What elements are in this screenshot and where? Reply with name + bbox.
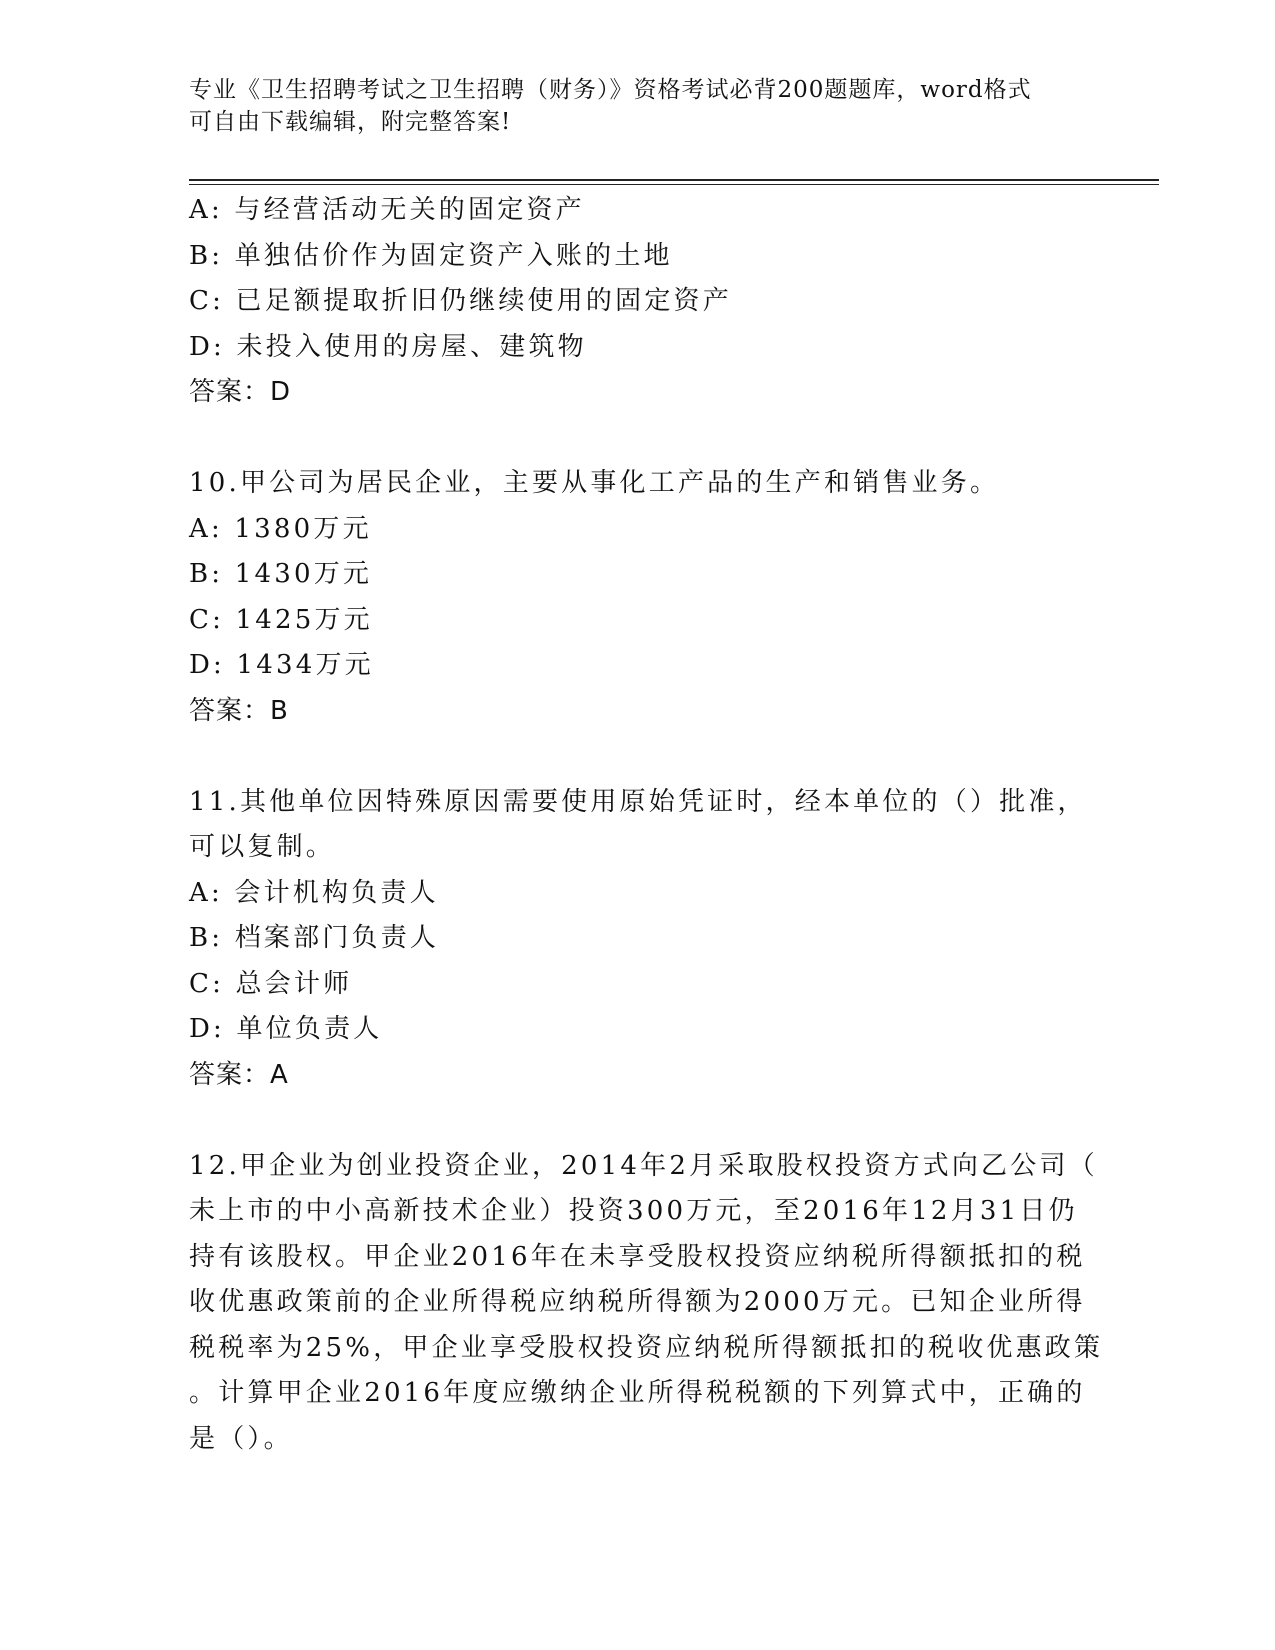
header-line-2: 可自由下载编辑，附完整答案! [189,109,512,135]
question-stem-line: 11.其他单位因特殊原因需要使用原始凭证时，经本单位的（）批准， [189,786,1087,817]
option-d: D: 单位负责人 [189,1014,383,1044]
question-10 [189,461,1089,734]
question-9 [189,188,1089,416]
question-stem-line: 未上市的中小高新技术企业）投资300万元，至2016年12月31日仍 [189,1196,1078,1226]
option-d: D: 1434万元 [189,650,374,680]
option-a: A: 会计机构负责人 [189,877,439,908]
header-line-1: 专业《卫生招聘考试之卫生招聘（财务）》资格考试必背200题题库，word格式 [189,77,1032,103]
option-d: D: 未投入使用的房屋、建筑物 [189,331,587,362]
spacer [189,1098,1089,1144]
spacer [189,416,1089,462]
answer-text: 答案：A [189,1059,289,1090]
question-stem: 10.甲公司为居民企业，主要从事化工产品的生产和销售业务。 [189,468,1000,498]
option-c: C: 1425万元 [189,604,373,635]
option-b: B: 档案部门负责人 [189,923,440,953]
question-stem-line: 是（）。 [189,1423,293,1454]
answer-text: 答案：B [189,695,289,726]
option-a: A: 与经营活动无关的固定资产 [189,195,585,225]
option-b: B: 单独估价作为固定资产入账的土地 [189,240,673,271]
question-list [189,188,1104,1462]
option-c: C: 总会计师 [189,968,353,999]
question-stem-line: 。计算甲企业2016年度应缴纳企业所得税税额的下列算式中，正确的 [189,1378,1086,1408]
question-11 [189,780,1089,1099]
question-stem-line: 持有该股权。甲企业2016年在未享受股权投资应纳税所得额抵扣的税 [189,1241,1086,1272]
option-a: A: 1380万元 [189,513,372,544]
header-divider-thick [189,179,1159,181]
question-stem-line: 收优惠政策前的企业所得税应纳税所得额为2000万元。已知企业所得 [189,1287,1086,1317]
document-header [189,74,1089,138]
option-c: C: 已足额提取折旧仍继续使用的固定资产 [189,286,732,316]
header-divider-thin [189,184,1159,185]
question-stem-line: 税税率为25%，甲企业享受股权投资应纳税所得额抵扣的税收优惠政策 [189,1332,1104,1363]
question-stem-line: 可以复制。 [189,832,336,862]
option-b: B: 1430万元 [189,559,373,589]
question-stem-line: 12.甲企业为创业投资企业，2014年2月采取股权投资方式向乙公司（ [189,1150,1098,1181]
spacer [189,734,1089,780]
answer-text: 答案：D [189,377,292,407]
question-12 [189,1144,1104,1463]
